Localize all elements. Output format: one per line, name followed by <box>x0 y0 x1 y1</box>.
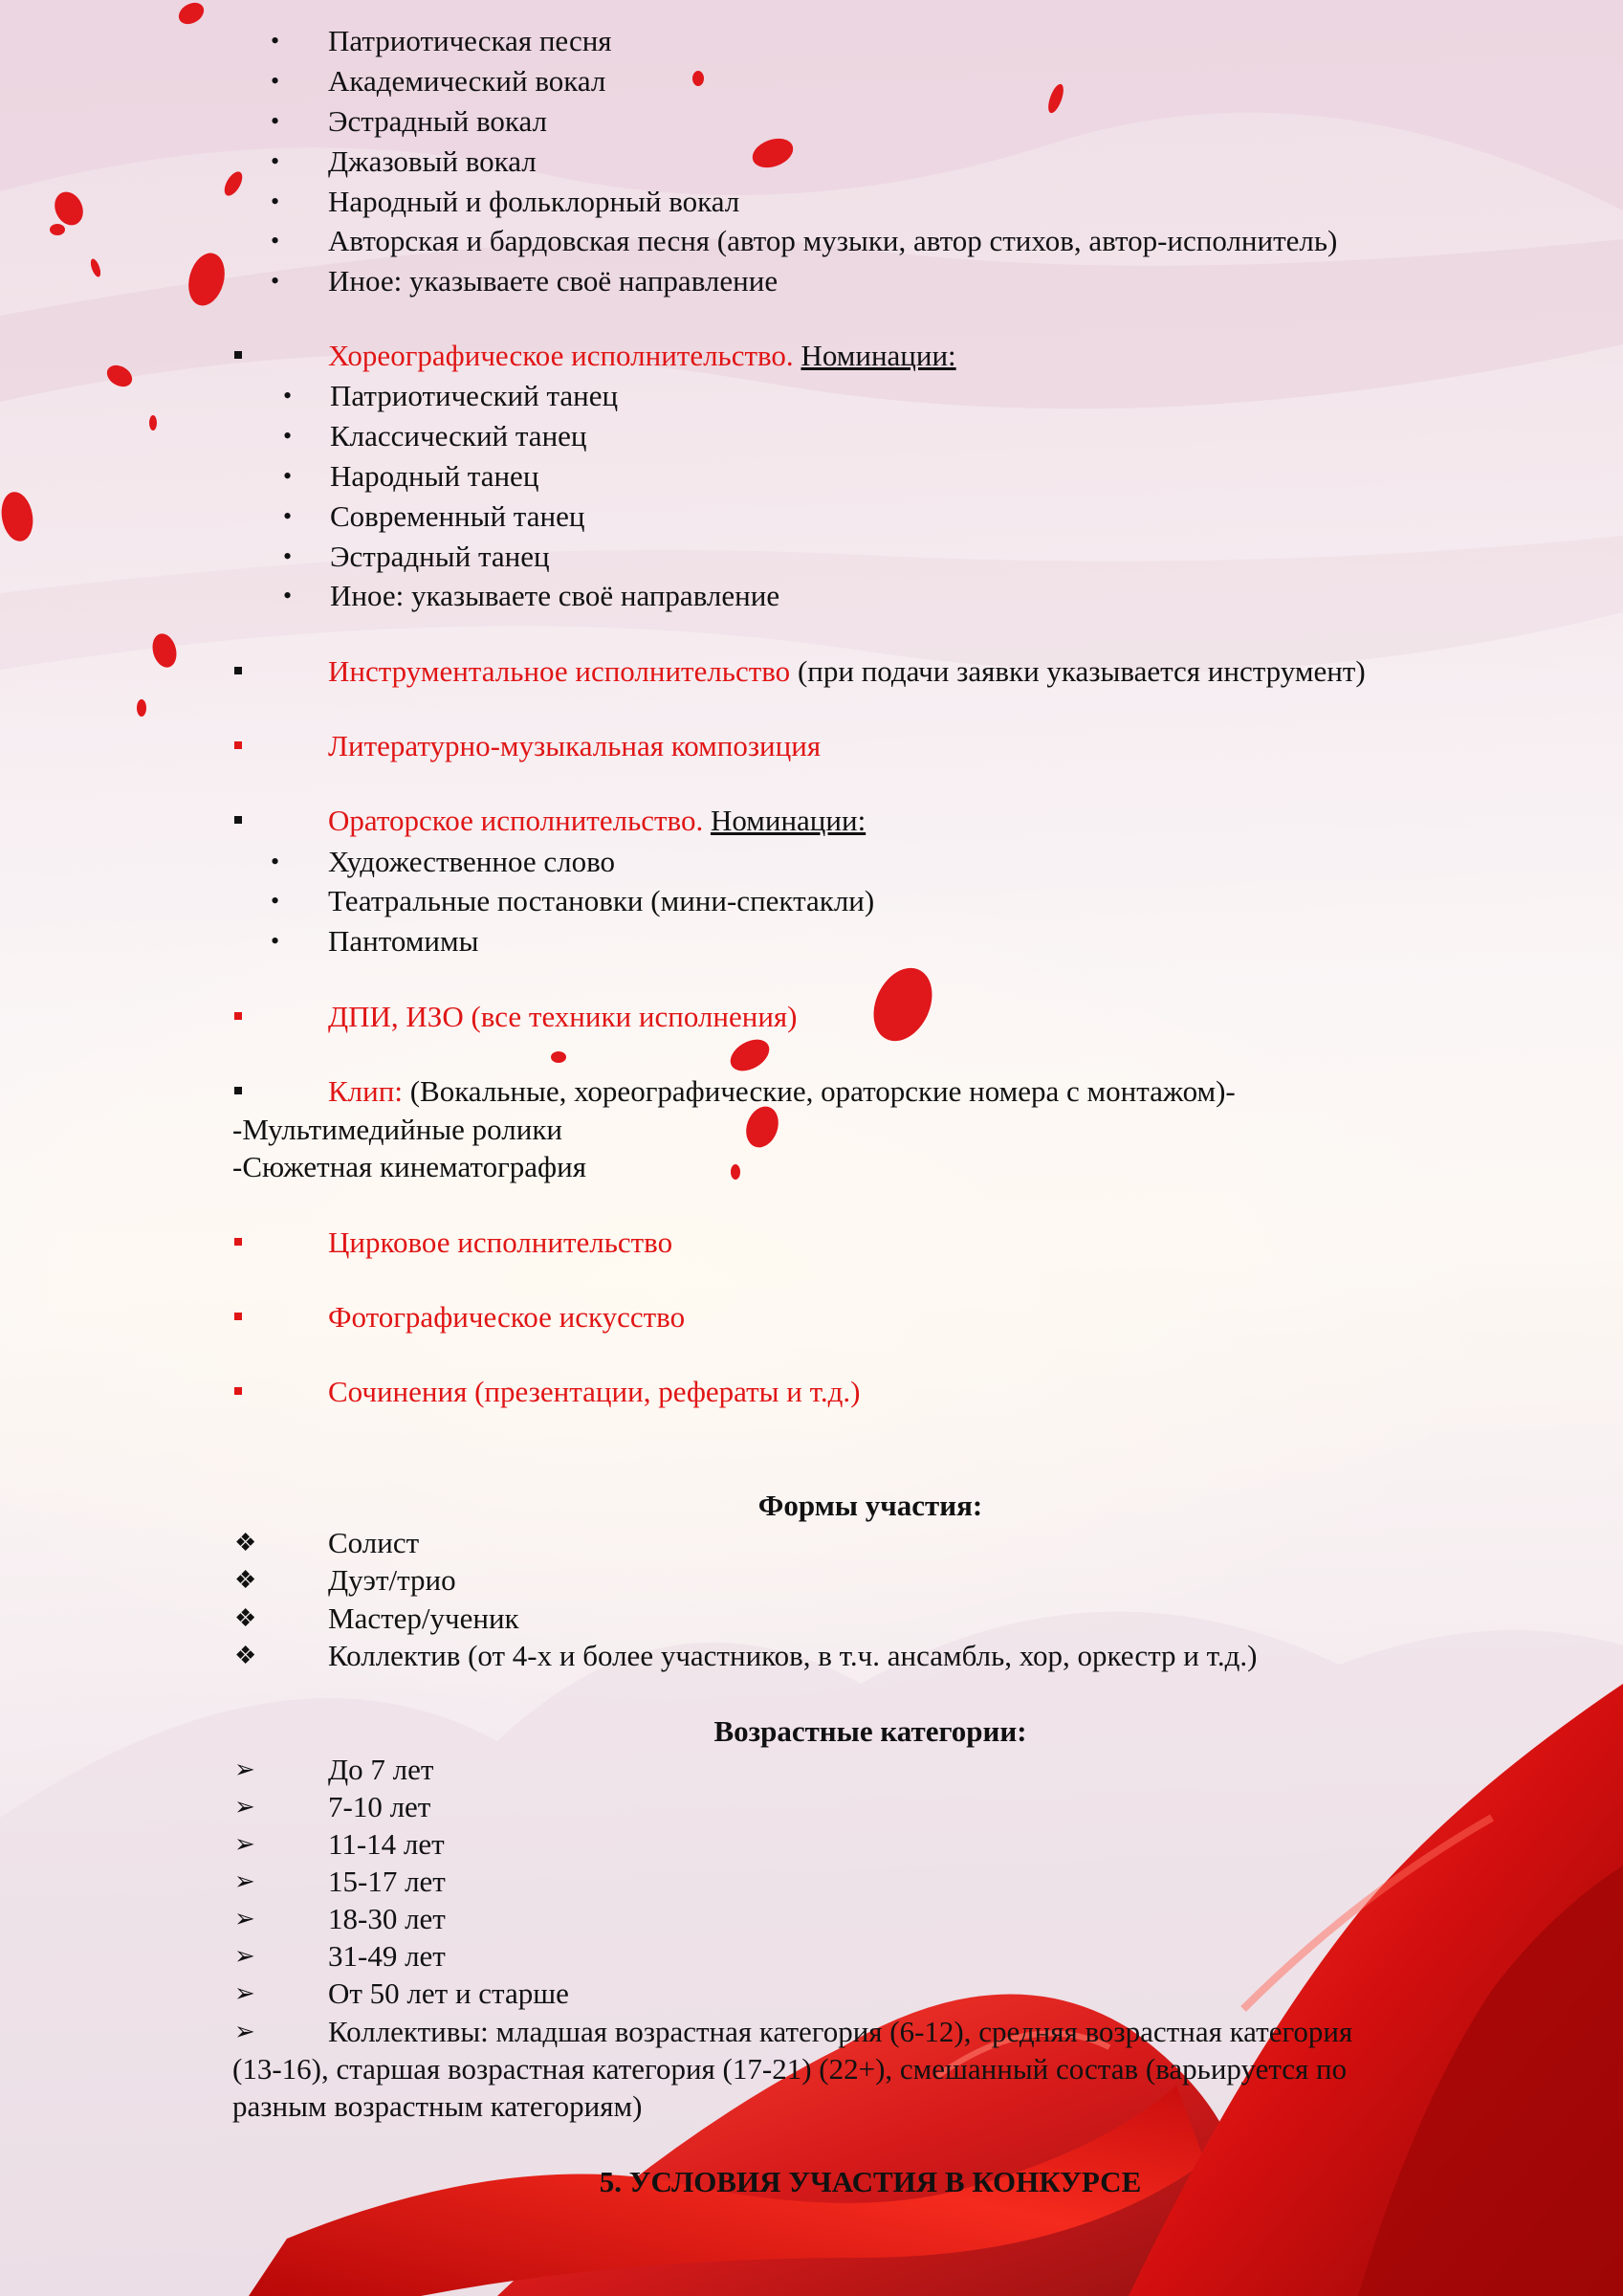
list-item: От 50 лет и старше <box>328 1976 569 2010</box>
diamond-bullet-icon: ❖ <box>234 1529 257 1556</box>
list-item: Пантомимы <box>328 924 479 958</box>
arrow-bullet-icon: ➢ <box>234 1867 255 1895</box>
list-item: Дуэт/трио <box>328 1563 456 1597</box>
forms-heading: Формы участия: <box>757 1489 983 1522</box>
bullet-icon: • <box>271 107 280 135</box>
square-bullet-icon <box>234 816 242 824</box>
list-item: 31-49 лет <box>328 1939 446 1973</box>
arrow-bullet-icon: ➢ <box>234 1755 255 1783</box>
list-item: Театральные постановки (мини-спектакли) <box>328 884 875 917</box>
square-bullet-icon <box>234 1012 242 1020</box>
arrow-bullet-icon: ➢ <box>234 1942 255 1970</box>
list-item: Классический танец <box>330 419 587 453</box>
list-item: Авторская и бардовская песня (автор музыки, автор стихов, автор-исполнитель) <box>328 224 1338 257</box>
dpi-title: ДПИ, ИЗО (все техники исполнения) <box>328 1000 798 1033</box>
list-item: 7-10 лет <box>328 1790 431 1823</box>
collectives-line-2: (13-16), старшая возрастная категория (17-21) (22+), смешанный состав (варьируется по <box>232 2052 1348 2086</box>
instrumental-note: (при подачи заявки указывается инструмент) <box>797 654 1366 688</box>
clip-note: (Вокальные, хореографические, ораторские номера с монтажом)- <box>409 1074 1236 1108</box>
clip-title: Клип: <box>328 1074 403 1108</box>
bullet-icon: • <box>271 147 280 175</box>
choreo-heading <box>328 337 956 375</box>
list-item: 15-17 лет <box>328 1865 446 1898</box>
instrumental-title: Инструментальное исполнительство <box>328 654 791 688</box>
list-item: Современный танец <box>330 499 585 533</box>
bullet-icon: • <box>271 188 280 215</box>
collectives-line-1: Коллективы: младшая возрастная категория (6-12), средняя возрастная категория <box>328 2015 1353 2048</box>
square-bullet-icon <box>234 667 242 674</box>
collectives-line-3: разным возрастным категориям) <box>232 2089 643 2123</box>
square-bullet-icon <box>234 741 242 749</box>
arrow-bullet-icon: ➢ <box>234 1905 255 1932</box>
literary-title: Литературно-музыкальная композиция <box>328 729 822 762</box>
list-item: Иное: указываете своё направление <box>328 264 779 298</box>
list-item: Иное: указываете своё направление <box>330 579 780 612</box>
photo-title: Фотографическое искусство <box>328 1300 686 1334</box>
arrow-bullet-icon: ➢ <box>234 1830 255 1858</box>
choreo-title: Хореографическое исполнительство. <box>328 339 794 372</box>
list-item: Академический вокал <box>328 64 606 98</box>
clip-line <box>328 1072 1236 1111</box>
list-item: Эстрадный танец <box>330 540 550 573</box>
diamond-bullet-icon: ❖ <box>234 1566 257 1594</box>
section-5-title: 5. УСЛОВИЯ УЧАСТИЯ В КОНКУРСЕ <box>599 2165 1142 2198</box>
list-item: Народный и фольклорный вокал <box>328 185 740 218</box>
square-bullet-icon <box>234 1087 242 1094</box>
square-bullet-icon <box>234 351 242 359</box>
list-item: 18-30 лет <box>328 1902 446 1935</box>
list-item: Джазовый вокал <box>328 144 537 178</box>
diamond-bullet-icon: ❖ <box>234 1642 257 1669</box>
list-item: Солист <box>328 1526 420 1559</box>
instrumental-line <box>328 652 1366 691</box>
nominations-label: Номинации: <box>710 804 866 837</box>
square-bullet-icon <box>234 1238 242 1246</box>
list-item: 11-14 лет <box>328 1827 445 1861</box>
bullet-icon: • <box>283 582 293 609</box>
list-item: До 7 лет <box>328 1753 434 1786</box>
bullet-icon: • <box>283 542 293 570</box>
list-item: Патриотическая песня <box>328 24 612 57</box>
arrow-bullet-icon: ➢ <box>234 1793 255 1821</box>
ages-heading: Возрастные категории: <box>713 1714 1027 1748</box>
list-item: Народный танец <box>330 459 539 493</box>
bullet-icon: • <box>283 422 293 450</box>
list-item: Патриотический танец <box>330 379 619 412</box>
bullet-icon: • <box>283 462 293 490</box>
diamond-bullet-icon: ❖ <box>234 1604 257 1632</box>
list-item: Эстрадный вокал <box>328 104 547 138</box>
bullet-icon: • <box>271 27 280 55</box>
list-item: Художественное слово <box>328 845 615 878</box>
essays-title: Сочинения (презентации, рефераты и т.д.) <box>328 1375 861 1408</box>
arrow-bullet-icon: ➢ <box>234 1979 255 2007</box>
clip-line-3: -Сюжетная кинематография <box>232 1150 586 1183</box>
bullet-icon: • <box>271 67 280 95</box>
square-bullet-icon <box>234 1387 242 1395</box>
clip-line-2: -Мультимедийные ролики <box>232 1113 562 1146</box>
oratory-heading <box>328 802 866 840</box>
bullet-icon: • <box>271 927 280 955</box>
circus-title: Цирковое исполнительство <box>328 1225 673 1259</box>
list-item: Мастер/ученик <box>328 1601 519 1635</box>
arrow-bullet-icon: ➢ <box>234 2018 255 2045</box>
nominations-label: Номинации: <box>801 339 956 372</box>
list-item: Коллектив (от 4-х и более участников, в т.ч. ансамбль, хор, оркестр и т.д.) <box>328 1639 1258 1672</box>
bullet-icon: • <box>283 502 293 530</box>
bullet-icon: • <box>271 267 280 295</box>
bullet-icon: • <box>271 227 280 254</box>
bullet-icon: • <box>283 382 293 409</box>
oratory-title: Ораторское исполнительство. <box>328 804 704 837</box>
square-bullet-icon <box>234 1313 242 1320</box>
bullet-icon: • <box>271 887 280 915</box>
bullet-icon: • <box>271 848 280 875</box>
